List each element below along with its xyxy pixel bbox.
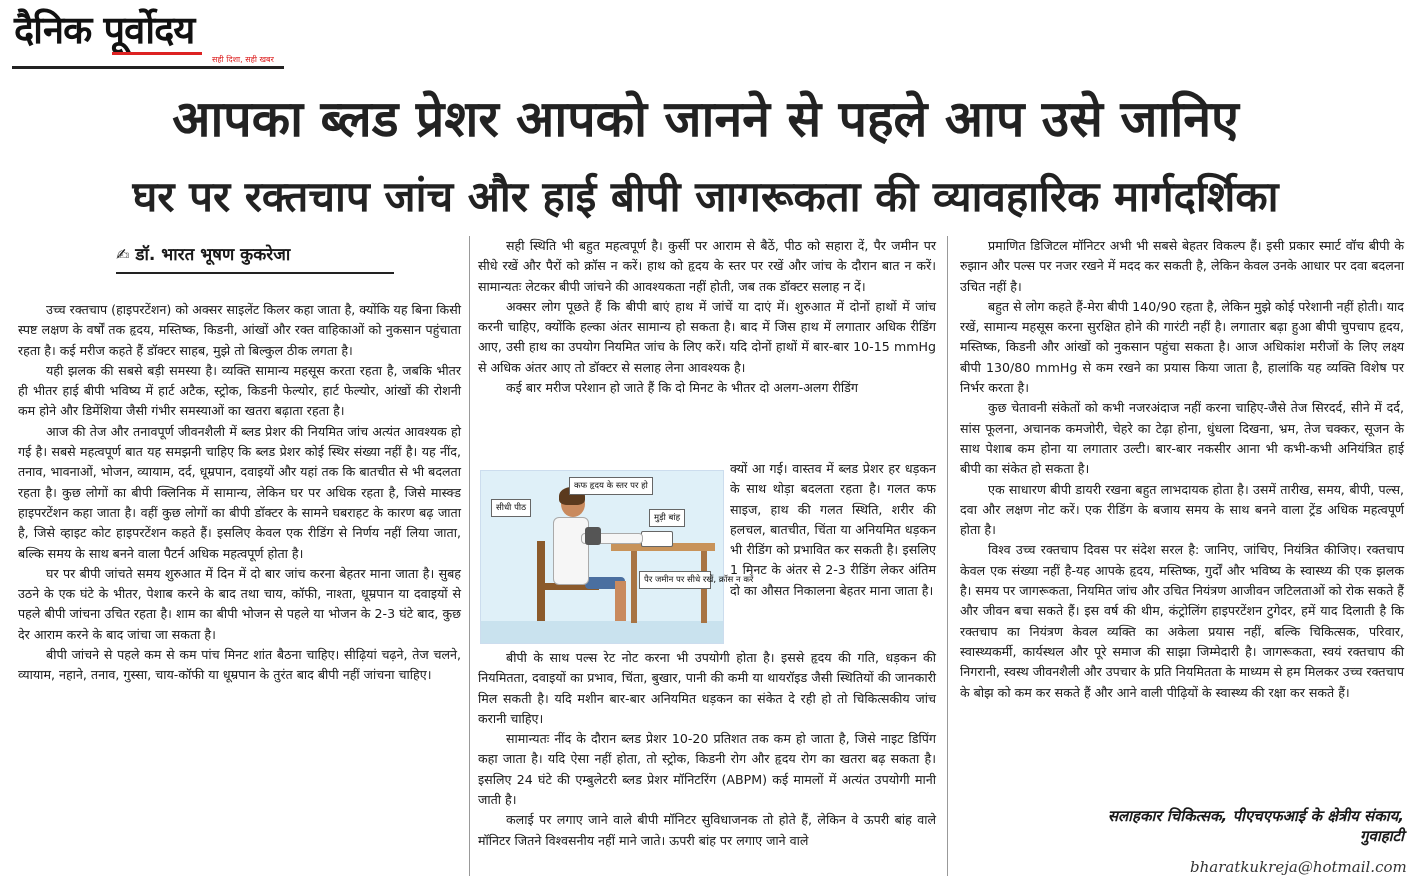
paragraph: विश्व उच्च रक्तचाप दिवस पर संदेश सरल है: जानिए, जांचिए, नियंत्रित कीजिए। रक्तचाप केवल एक संख्या नहीं है-यह आपके हृदय, मस्तिष्क, गुर्दों और भविष्य के स्वास्थ्य की एक झलक है। समय पर जागरूकता, नियमित जांच और उचित नियंत्रण आजीवन जटिलताओं को रोक सकते हैं और जीवन बचा सकते हैं। इस वर्ष की थीम, कंट्रोलिंग हाइपरटेंशन टुगेदर, हमें याद दिलाती है कि रक्तचाप का नियंत्रण केवल व्यक्ति का अकेला प्रयास नहीं, बल्कि चिकित्सक, परिवार, स्वास्थ्यकर्मी, कार्यस्थल और पूरे समाज की साझा जिम्मेदारी है। जागरूकता, स्वयं रक्तचाप की निगरानी, स्वस्थ जीवनशैली और उपचार के प्रति नियमितता के माध्यम से हम मिलकर उच्च रक्तचाप के बोझ को कम कर सकते हैं और आने वाली पीढ़ियों के स्वास्थ्य की रक्षा कर सकते हैं।	[960, 542, 1404, 700]
label-feet-flat: पैर जमीन पर सीधे रखें, क्रॉस न करें	[639, 571, 711, 589]
masthead	[12, 4, 286, 72]
column-divider	[469, 236, 470, 876]
paragraph: प्रमाणित डिजिटल मॉनिटर अभी भी सबसे बेहतर विकल्प हैं। इसी प्रकार स्मार्ट वॉच बीपी के रुझान और पल्स पर नजर रखने में मदद कर सकती है, लेकिन केवल उनके आधार पर दवा बदलना उचित नहीं है।	[960, 238, 1404, 294]
paragraph: अक्सर लोग पूछते हैं कि बीपी बाएं हाथ में जांचें या दाएं में। शुरुआत में दोनों हाथों में जांच करनी चाहिए, क्योंकि हल्का अंतर सामान्य हो सकता है। बाद में जिस हाथ में लगातार अधिक रीडिंग आए, उसी हाथ का उपयोग नियमित जांच के लिए करें। यदि दोनों हाथों में बार-बार 10-15 mmHg से अधिक अंतर आए तो डॉक्टर से सलाह लेना आवश्यक है।	[478, 298, 936, 375]
masthead-rule	[12, 66, 284, 69]
designation-city: गुवाहाटी	[1360, 827, 1404, 845]
sub-headline: घर पर रक्तचाप जांच और हाई बीपी जागरूकता की व्यावहारिक मार्गदर्शिका	[132, 172, 1279, 221]
author-email[interactable]: bharatkukreja@hotmail.com	[1190, 858, 1407, 876]
author-name: डॉ. भारत भूषण कुकरेजा	[135, 245, 291, 265]
paragraph: बहुत से लोग कहते हैं-मेरा बीपी 140/90 रहता है, लेकिन मुझे कोई परेशानी नहीं होती। याद रखें, सामान्य महसूस करना सुरक्षित होने की गारंटी नहीं है। लगातार बढ़ा हुआ बीपी चुपचाप हृदय, मस्तिष्क, किडनी और आंखों को नुकसान पहुंचा सकता है। आज अधिकांश मरीजों के लिए लक्ष्य बीपी 130/80 mmHg से कम रखने का प्रयास किया जाता है, हालांकि यह व्यक्ति विशेष पर निर्भर करता है।	[960, 298, 1404, 396]
masthead-red-bar	[112, 52, 202, 55]
paragraph: क्यों आ गई। वास्तव में ब्लड प्रेशर हर धड़कन के साथ थोड़ा बदलता रहता है। गलत कफ साइज, हाथ की गलत स्थिति, शरीर की हलचल, बातचीत, चिंता या अनियमित धड़कन भी रीडिंग को प्रभावित कर सकती है। इसलिए 1 मिनट के अंतर से 2-3 रीडिंग लेकर अंतिम दो का औसत निकालना बेहतर माना जाता है।	[730, 461, 936, 598]
paragraph: कुछ चेतावनी संकेतों को कभी नजरअंदाज नहीं करना चाहिए-जैसे तेज सिरदर्द, सीने में दर्द, सांस फूलना, अचानक कमजोरी, चेहरे का टेढ़ा होना, धुंधला दिखना, भ्रम, तेज चक्कर, सूजन के साथ पेशाब कम होना या लगातार उल्टी। बार-बार नकसीर आना भी कभी-कभी अनियंत्रित हाई बीपी का संकेत हो सकता है।	[960, 400, 1404, 477]
main-headline: आपका ब्लड प्रेशर आपको जानने से पहले आप उसे जानिए	[172, 90, 1239, 148]
article-column-2-bottom	[478, 648, 936, 851]
article-column-2-wrap	[730, 459, 936, 601]
paragraph: कई बार मरीज परेशान हो जाते हैं कि दो मिनट के भीतर दो अलग-अलग रीडिंग	[506, 380, 858, 396]
article-column-2-top	[478, 236, 936, 398]
paragraph: बीपी जांचने से पहले कम से कम पांच मिनट शांत बैठना चाहिए। सीढ़ियां चढ़ने, तेज चलने, व्यायाम, नहाने, तनाव, गुस्सा, चाय-कॉफी या धूम्रपान के तुरंत बाद बीपी नहीं जांचना चाहिए।	[18, 647, 461, 683]
newspaper-tagline: सही दिशा, सही खबर	[212, 55, 274, 64]
column-divider	[947, 236, 948, 876]
article-column-1	[18, 300, 461, 686]
paragraph: घर पर बीपी जांचते समय शुरुआत में दिन में दो बार जांच करना बेहतर माना जाता है। सुबह उठने के एक घंटे के भीतर, पेशाब करने के बाद तथा चाय, कॉफी, नाश्ता, धूम्रपान या दवाइयों से पहले बीपी जांचना उचित रहता है। शाम का बीपी भोजन से पहले या भोजन के 2-3 घंटे बाद, कुछ देर आराम करने के बाद जांचा जा सकता है।	[18, 565, 461, 642]
bp-posture-illustration	[480, 470, 754, 644]
label-bent-arm: मुड़ी बांह	[649, 509, 685, 527]
paragraph: बीपी के साथ पल्स रेट नोट करना भी उपयोगी होता है। इससे हृदय की गति, धड़कन की नियमितता, दवाइयों का प्रभाव, चिंता, बुखार, पानी की कमी या थायरॉइड जैसी स्थितियों की जानकारी मिल सकती है। यदि मशीन बार-बार अनियमित धड़कन का संकेत दे रही हो तो चिकित्सकीय जांच करानी चाहिए।	[478, 650, 936, 726]
chair-back	[537, 541, 545, 621]
pen-icon: ✍	[116, 245, 130, 264]
designation-line: सलाहकार चिकित्सक, पीएचएफआई के क्षेत्रीय संकाय,	[1107, 807, 1404, 825]
paragraph: एक साधारण बीपी डायरी रखना बहुत लाभदायक होता है। उसमें तारीख, समय, बीपी, पल्स, दवा और लक्षण नोट करें। एक रीडिंग के बजाय समय के साथ बनने वाला ट्रेंड अधिक महत्वपूर्ण होता है।	[960, 481, 1404, 538]
person-shin	[615, 581, 626, 621]
bp-monitor-icon	[641, 531, 673, 547]
author-designation	[1000, 806, 1404, 846]
paragraph: उच्च रक्तचाप (हाइपरटेंशन) को अक्सर साइलेंट किलर कहा जाता है, क्योंकि यह बिना किसी स्पष्ट लक्षण के वर्षों तक हृदय, मस्तिष्क, किडनी, आंखों और रक्त वाहिकाओं को नुकसान पहुंचाता रहता है। कई मरीज कहते हैं डॉक्टर साहब, मुझे तो बिल्कुल ठीक लगता है।	[18, 302, 461, 358]
bp-cuff-icon	[585, 527, 601, 545]
byline	[116, 242, 394, 274]
article-column-3	[960, 236, 1404, 703]
paragraph: सामान्यतः नींद के दौरान ब्लड प्रेशर 10-20 प्रतिशत तक कम हो जाता है, जिसे नाइट डिपिंग कहा जाता है। यदि ऐसा नहीं होता, तो स्ट्रोक, किडनी रोग और हृदय रोग का खतरा बढ़ सकता है। इसलिए 24 घंटे की एम्बुलेटरी ब्लड प्रेशर मॉनिटरिंग (ABPM) कई मामलों में अत्यंत उपयोगी मानी जाती है।	[478, 731, 936, 808]
floor	[481, 621, 723, 643]
person-body	[553, 517, 589, 585]
paragraph: आज की तेज और तनावपूर्ण जीवनशैली में ब्लड प्रेशर की नियमित जांच अत्यंत आवश्यक हो गई है। सबसे महत्वपूर्ण बात यह समझनी चाहिए कि ब्लड प्रेशर कोई स्थिर संख्या नहीं है। यह नींद, तनाव, भावनाओं, भोजन, व्यायाम, दर्द, धूम्रपान, दवाइयों और यहां तक कि बातचीत से भी बदलता रहता है। कुछ लोगों का बीपी क्लिनिक में सामान्य, लेकिन घर पर अधिक रहता है, जिसे मास्क्ड हाइपरटेंशन कहा जाता है। वहीं कुछ लोगों का बीपी डॉक्टर के सामने घबराहट के कारण बढ़ जाता है, जिसे व्हाइट कोट हाइपरटेंशन कहते हैं। इसलिए केवल एक रीडिंग से निर्णय नहीं लिया जाता, बल्कि समय के साथ बनने वाला पैटर्न अधिक महत्वपूर्ण होता है।	[18, 423, 461, 561]
label-heart-level: कफ हृदय के स्तर पर हो	[569, 477, 653, 495]
paragraph: कलाई पर लगाए जाने वाले बीपी मॉनिटर सुविधाजनक तो होते हैं, लेकिन वे ऊपरी बांह वाले मॉनिटर जितने विश्वसनीय नहीं माने जाते। ऊपरी बांह पर लगाए जाने वाले	[478, 812, 937, 848]
newspaper-logo: दैनिक पूर्वोदय	[14, 8, 195, 52]
paragraph: सही स्थिति भी बहुत महत्वपूर्ण है। कुर्सी पर आराम से बैठें, पीठ को सहारा दें, पैर जमीन पर सीधे रखें और पैरों को क्रॉस न करें। हाथ को हृदय के स्तर पर रखें और जांच के दौरान बात न करें। सामान्यतः लेटकर बीपी जांचने की आवश्यकता नहीं होती, जब तक डॉक्टर सलाह न दें।	[478, 238, 936, 294]
paragraph: यही झलक की सबसे बड़ी समस्या है। व्यक्ति सामान्य महसूस करता रहता है, जबकि भीतर ही भीतर हाई बीपी भविष्य में हार्ट अटैक, स्ट्रोक, किडनी फेल्योर, हार्ट फेल्योर, आंखों की रोशनी कम होने और डिमेंशिया जैसी गंभीर समस्याओं का खतरा बढ़ाता रहता है।	[18, 362, 461, 419]
label-straight-back: सीधी पीठ	[491, 499, 531, 517]
table-leg	[631, 551, 637, 623]
